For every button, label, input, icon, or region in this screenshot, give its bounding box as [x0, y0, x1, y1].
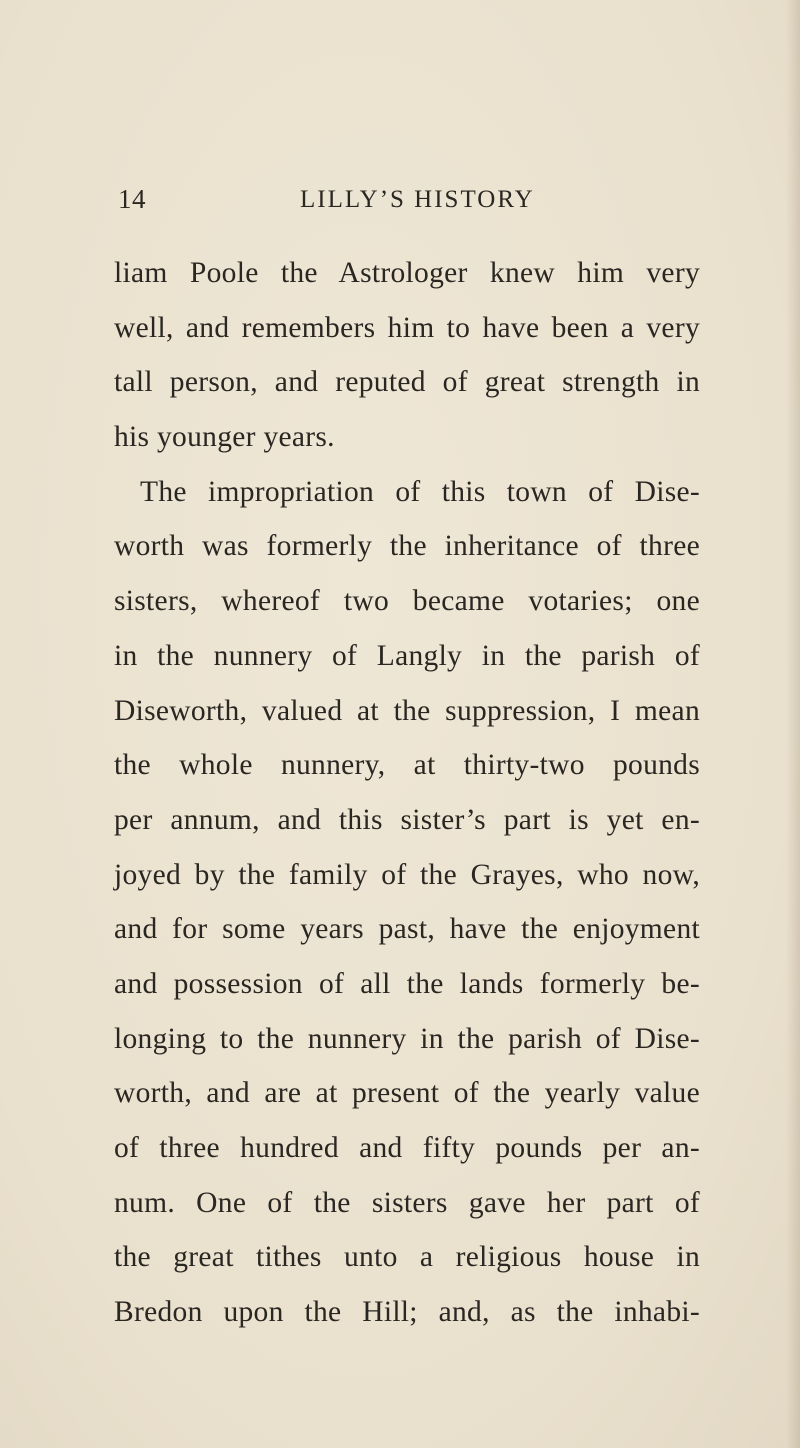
text-line: Diseworth, valued at the suppression, I mean: [114, 694, 700, 727]
text-line: the whole nunnery, at thirty-two pounds: [114, 749, 700, 782]
text-line: joyed by the family of the Grayes, who now,: [114, 858, 700, 891]
text-line: longing to the nunnery in the parish of Dise-: [114, 1022, 700, 1055]
text-line: tall person, and reputed of great strength in: [114, 366, 700, 399]
text-line: num. One of the sisters gave her part of: [114, 1186, 700, 1219]
text-line: Bredon upon the Hill; and, as the inhabi-: [114, 1296, 700, 1329]
page-number: 14: [118, 184, 146, 214]
text-line: and for some years past, have the enjoyment: [114, 913, 700, 946]
text-line: his younger years.: [114, 421, 335, 454]
text-line: per annum, and this sister’s part is yet en-: [114, 803, 700, 836]
text-line: sisters, whereof two became votaries; one: [114, 585, 700, 618]
text-line: liam Poole the Astrologer knew him very: [114, 257, 700, 289]
text-line: worth was formerly the inheritance of three: [114, 530, 700, 563]
text-line: of three hundred and fifty pounds per an-: [114, 1132, 700, 1164]
body-text: [114, 246, 700, 1340]
running-head: [118, 184, 535, 224]
text-line: the great tithes unto a religious house in: [114, 1241, 700, 1274]
text-line: worth, and are at present of the yearly value: [114, 1077, 700, 1110]
page-edge-shadow: [786, 0, 800, 1448]
paragraph-start-line: The impropriation of this town of Dise-: [140, 475, 700, 508]
text-line: and possession of all the lands formerly be-: [114, 967, 700, 1000]
text-line: well, and remembers him to have been a very: [114, 311, 700, 344]
running-head-title: LILLY’S HISTORY: [300, 186, 535, 213]
text-line: in the nunnery of Langly in the parish of: [114, 639, 700, 672]
